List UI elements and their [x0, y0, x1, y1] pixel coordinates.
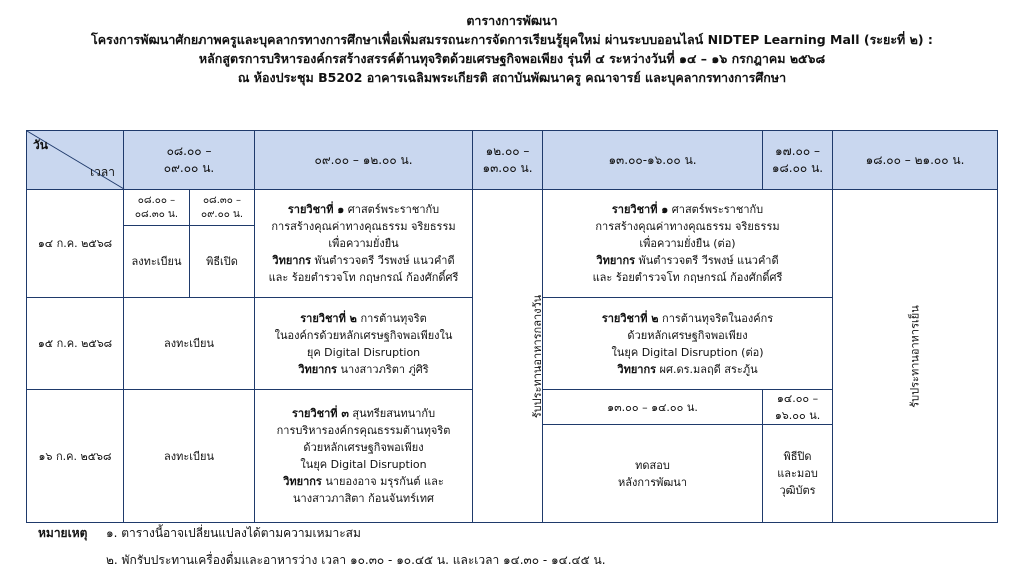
- notes-label: หมายเหตุ: [38, 526, 88, 540]
- table-row: [27, 190, 998, 226]
- sub-time-cell: ๐๘.๐๐ – ๐๘.๓๐ น.: [124, 190, 190, 226]
- sub-time-cell: ๑๓.๐๐ – ๑๔.๐๐ น.: [543, 390, 763, 425]
- venue-line: ณ ห้องประชุม B5202 อาคารเฉลิมพระเกียรติ สถาบันพัฒนาครู คณาจารย์ และบุคลากรทางการศึกษา: [237, 70, 787, 85]
- col-1800-2100: ๑๘.๐๐ – ๒๑.๐๐ น.: [833, 131, 998, 190]
- subject-cell: รายวิชาที่ ๒ การต้านทุจริต ในองค์กรด้วยหลักเศรษฐกิจพอเพียงใน ยุค Digital Disruption วิทยากร นางสาวภริตา ภู่ศิริ: [255, 298, 473, 390]
- date-cell: ๑๖ ก.ค. ๒๕๖๘: [27, 390, 124, 523]
- header-row: [27, 131, 998, 190]
- schedule-title: ตารางการพัฒนา: [466, 13, 558, 28]
- registration-cell: ลงทะเบียน: [124, 298, 255, 390]
- registration-cell: ลงทะเบียน: [124, 390, 255, 523]
- corner-time-label: เวลา: [90, 165, 115, 179]
- col-1200-1300: ๑๒.๐๐ – ๑๓.๐๐ น.: [473, 131, 543, 190]
- sub-time-cell: ๑๔.๐๐ – ๑๖.๐๐ น.: [763, 390, 833, 425]
- col-0900-1200: ๐๙.๐๐ – ๑๒.๐๐ น.: [255, 131, 473, 190]
- dinner-cell: รับประทานอาหารเย็น: [833, 190, 998, 523]
- opening-cell: พิธีเปิด: [190, 226, 255, 298]
- course-title: หลักสูตรการบริหารองค์กรสร้างสรรค์ต้านทุจริตด้วยเศรษฐกิจพอเพียง รุ่นที่ ๔ ระหว่างวันที่ ๑๔ – ๑๖ กรกฎาคม ๒๕๖๘: [198, 51, 826, 66]
- subject-cell: รายวิชาที่ ๒ การต้านทุจริตในองค์กร ด้วยหลักเศรษฐกิจพอเพียง ในยุค Digital Disruption (ต่อ) วิทยากร ผศ.ดร.มลฤดี สระภู้น: [543, 298, 833, 390]
- subject-cell: รายวิชาที่ ๑ ศาสตร์พระราชากับ การสร้างคุณค่าทางคุณธรรม จริยธรรม เพื่อความยั่งยืน (ต่อ) วิทยากร พันตำรวจตรี วีรพงษ์ แนวคำดี และ ร้อยตำรวจโท กฤษกรณ์ ก้องศักดิ์ศรี: [543, 190, 833, 298]
- date-cell: ๑๔ ก.ค. ๒๕๖๘: [27, 190, 124, 298]
- note-2: ๒. พักรับประทานเครื่องดื่มและอาหารว่าง เวลา ๑๐.๓๐ - ๑๐.๔๕ น. และเวลา ๑๔.๓๐ - ๑๔.๔๕ น.: [106, 553, 606, 567]
- closing-cell: พิธีปิด และมอบวุฒิบัตร: [763, 425, 833, 523]
- subject-cell: รายวิชาที่ ๓ สุนทรียสนทนากับ การบริหารองค์กรคุณธรรมต้านทุจริต ด้วยหลักเศรษฐกิจพอเพียง ในยุค Digital Disruption วิทยากร นายองอาจ มรุรกันต์ และ นางสาวภาสิตา ก้อนจันทร์เทศ: [255, 390, 473, 523]
- posttest-cell: ทดสอบ หลังการพัฒนา: [543, 425, 763, 523]
- schedule-table: [26, 130, 998, 523]
- note-1: ๑. ตารางนี้อาจเปลี่ยนแปลงได้ตามความเหมาะสม: [106, 526, 361, 540]
- col-0800: ๐๘.๐๐ – ๐๙.๐๐ น.: [124, 131, 255, 190]
- corner-cell: [27, 131, 124, 190]
- project-title: โครงการพัฒนาศักยภาพครูและบุคลากรทางการศึกษาเพื่อเพิ่มสมรรถนะการจัดการเรียนรู้ยุคใหม่ ผ่านระบบออนไลน์ NIDTEP Learning Mall (ระยะที่ ๒) :: [91, 32, 933, 47]
- date-cell: ๑๕ ก.ค. ๒๕๖๘: [27, 298, 124, 390]
- subject-cell: รายวิชาที่ ๑ ศาสตร์พระราชากับ การสร้างคุณค่าทางคุณธรรม จริยธรรม เพื่อความยั่งยืน วิทยากร พันตำรวจตรี วีรพงษ์ แนวคำดี และ ร้อยตำรวจโท กฤษกรณ์ ก้องศักดิ์ศรี: [255, 190, 473, 298]
- col-1700-1800: ๑๗.๐๐ – ๑๘.๐๐ น.: [763, 131, 833, 190]
- sub-time-cell: ๐๘.๓๐ – ๐๙.๐๐ น.: [190, 190, 255, 226]
- col-1300-1600: ๑๓.๐๐-๑๖.๐๐ น.: [543, 131, 763, 190]
- registration-cell: ลงทะเบียน: [124, 226, 190, 298]
- lunch-cell: รับประทานอาหารกลางวัน: [473, 190, 543, 523]
- corner-day-label: วัน: [33, 138, 48, 152]
